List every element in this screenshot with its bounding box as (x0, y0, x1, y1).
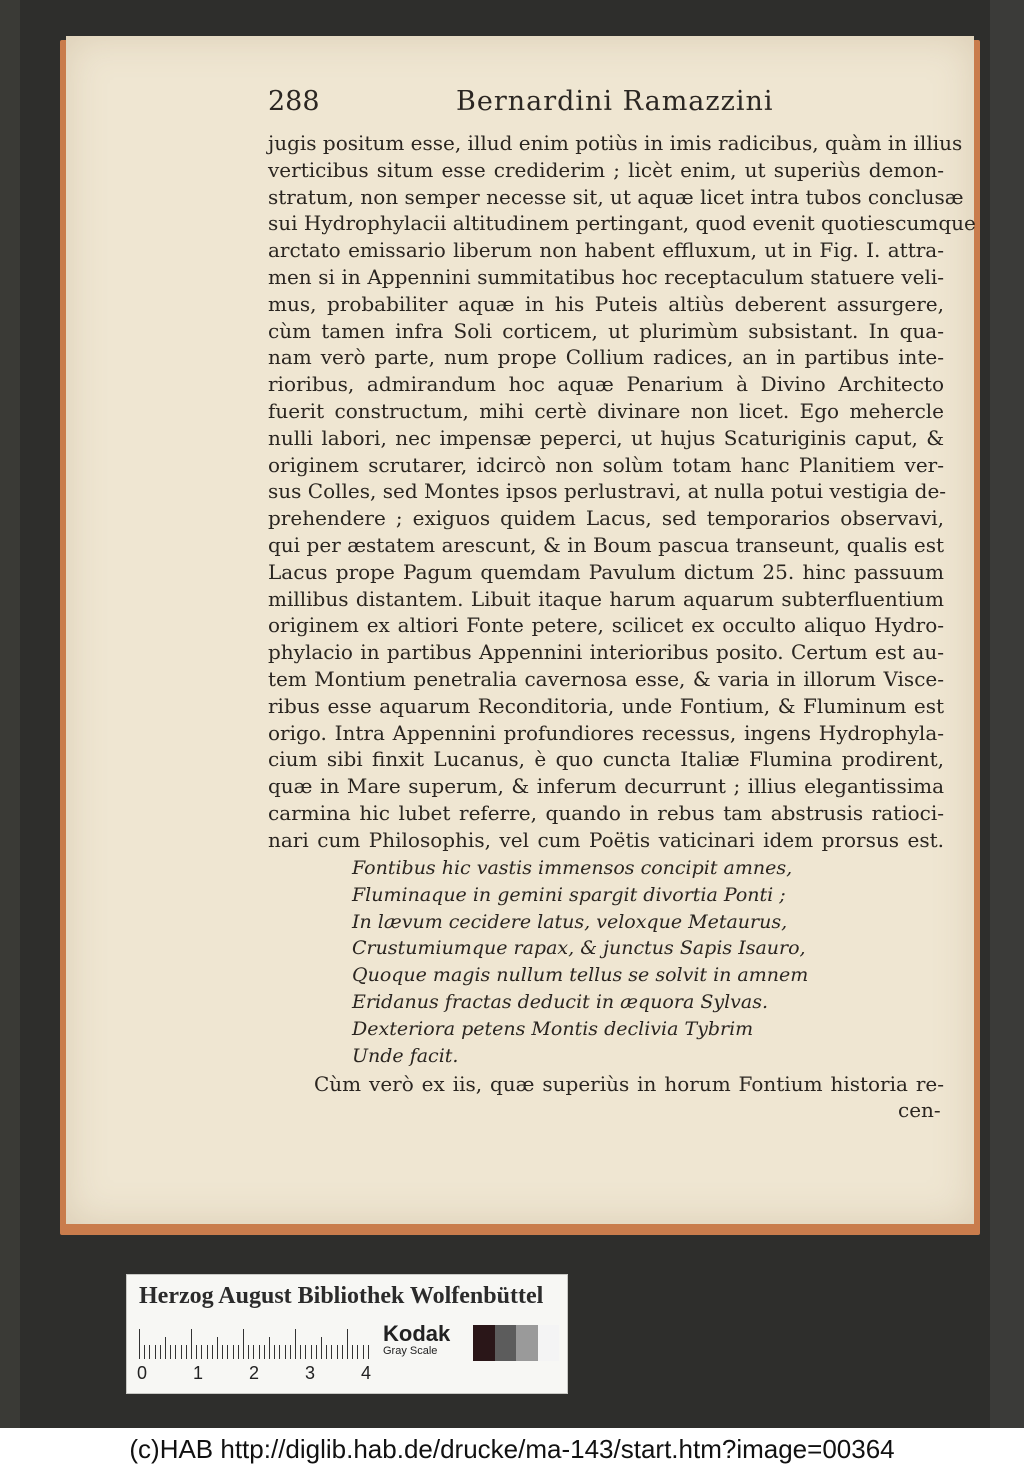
kodak-logo (383, 1323, 450, 1357)
kodak-brand: Kodak (383, 1321, 451, 1346)
text-line: nam verò parte, num prope Collium radices, an in partibus inte- (268, 345, 944, 370)
ruler-tick (264, 1345, 265, 1359)
ruler-tick (253, 1345, 254, 1359)
ruler-tick (165, 1337, 166, 1359)
ruler-tick (316, 1345, 317, 1359)
text-line: millibus distantem. Libuit itaque harum aquarum subterfluentium (268, 586, 944, 611)
ruler-tick (300, 1345, 301, 1359)
verse-line: Quoque magis nullum tellus se solvit in amnem (352, 964, 809, 987)
gray-scale-patches (473, 1325, 559, 1361)
gray-patch (495, 1325, 517, 1361)
ruler-tick (191, 1329, 192, 1359)
ruler-tick (368, 1345, 369, 1359)
text-line: origo. Intra Appennini profundiores recessus, ingens Hydrophyla- (268, 720, 944, 745)
ruler-tick (285, 1345, 286, 1359)
library-label (126, 1274, 568, 1394)
ruler-tick (290, 1345, 291, 1359)
ruler-tick (352, 1345, 353, 1359)
text-line: nari cum Philosophis, vel cum Poëtis vaticinari idem prorsus est. (268, 827, 944, 852)
text-line: sus Colles, sed Montes ipsos perlustravi, at nulla potui vestigia de- (268, 479, 947, 504)
text-line: carmina hic lubet referre, quando in rebus tam abstrusis ratioci- (268, 800, 944, 825)
ruler-tick (227, 1345, 228, 1359)
ruler-number: 1 (193, 1363, 204, 1383)
text-line: originem ex altiori Fonte petere, scilicet ex occulto aliquo Hydro- (268, 613, 944, 638)
book-edge-strip (990, 0, 1024, 1428)
text-line: prehendere ; exiguos quidem Lacus, sed temporarios observavi, (268, 506, 944, 531)
verse-line: Crustumiumque rapax, & junctus Sapis Isauro, (352, 937, 806, 960)
ruler-tick (222, 1345, 223, 1359)
text-line: qui per æstatem arescunt, & in Boum pascua transeunt, qualis est (268, 532, 944, 557)
text-line: Cùm verò ex iis, quæ superiùs in horum Fontium historia re- (314, 1072, 944, 1096)
ruler-tick (279, 1345, 280, 1359)
text-line: cium sibi finxit Lucanus, è quo cuncta Italiæ Flumina prodirent, (268, 747, 944, 772)
ruler-tick (269, 1337, 270, 1359)
ruler-number: 0 (137, 1363, 148, 1383)
ruler-tick (201, 1345, 202, 1359)
ruler-tick (295, 1329, 296, 1359)
ruler-number: 4 (361, 1363, 372, 1383)
ruler-tick (139, 1329, 140, 1359)
body-text (268, 130, 976, 854)
ruler-tick (196, 1345, 197, 1359)
footer-url[interactable]: (c)HAB http://diglib.hab.de/drucke/ma-143/start.htm?image=00364 (0, 1428, 1024, 1470)
text-line: jugis positum esse, illud enim potiùs in imis radicibus, quàm in illius (268, 131, 963, 155)
ruler-tick (305, 1345, 306, 1359)
ruler-tick (363, 1345, 364, 1359)
ruler-tick (326, 1345, 327, 1359)
library-name: Herzog August Bibliothek Wolfenbüttel (139, 1283, 544, 1309)
text-line: Lacus prope Pagum quemdam Pavulum dictum 25. hinc passuum (268, 559, 944, 584)
verse-line: Fontibus hic vastis immensos concipit amnes, (352, 857, 793, 879)
running-head: Bernardini Ramazzini (456, 86, 774, 117)
page-number: 288 (268, 86, 320, 117)
ruler-tick (186, 1345, 187, 1359)
gray-patch (538, 1325, 560, 1361)
text-line: arctato emissario liberum non habent effluxum, ut in Fig. I. attra- (268, 238, 944, 263)
ruler-tick (238, 1345, 239, 1359)
text-line: ribus esse aquarum Reconditoria, unde Fontium, & Fluminum est (268, 693, 944, 718)
ruler-tick (243, 1329, 244, 1359)
verse-line: In lævum cecidere latus, veloxque Metaurus, (352, 910, 788, 933)
closing-text (314, 1071, 944, 1098)
ruler-tick (233, 1345, 234, 1359)
ruler-tick (144, 1345, 145, 1359)
ruler-number: 3 (305, 1363, 316, 1383)
kodak-subtitle: Gray Scale (383, 1345, 438, 1357)
page-header (268, 86, 948, 126)
text-line: stratum, non semper necesse sit, ut aquæ licet intra tubos conclusæ (268, 184, 964, 209)
ruler-tick (274, 1345, 275, 1359)
ruler-tick (155, 1345, 156, 1359)
text-line: quæ in Mare superum, & inferum decurrunt ; illius elegantissima (268, 774, 944, 799)
gray-patch (473, 1325, 495, 1361)
ruler-tick (248, 1345, 249, 1359)
ruler-tick (217, 1337, 218, 1359)
ruler-tick (207, 1345, 208, 1359)
ruler (139, 1325, 379, 1359)
ruler-tick (212, 1345, 213, 1359)
ruler-tick (149, 1345, 150, 1359)
ruler-tick (259, 1345, 260, 1359)
ruler-tick (347, 1329, 348, 1359)
gray-patch (516, 1325, 538, 1361)
text-line: men si in Appennini summitatibus hoc receptaculum statuere veli- (268, 264, 944, 289)
ruler-tick (181, 1345, 182, 1359)
ruler-tick (342, 1345, 343, 1359)
ruler-tick (175, 1345, 176, 1359)
ruler-tick (321, 1337, 322, 1359)
text-line: cùm tamen infra Soli corticem, ut plurimùm subsistant. In qua- (268, 318, 944, 343)
text-line: phylacio in partibus Appennini interioribus posito. Certum est au- (268, 640, 944, 665)
ruler-tick (311, 1345, 312, 1359)
catchword: cen- (898, 1098, 941, 1122)
text-line: sui Hydrophylacii altitudinem pertingant, quod evenit quotiescumque (268, 211, 976, 236)
verse-line: Fluminaque in gemini spargit divortia Ponti ; (352, 883, 786, 906)
ruler-number: 2 (249, 1363, 260, 1383)
ruler-tick (357, 1345, 358, 1359)
verse-line: Unde facit. (352, 1044, 459, 1067)
ruler-tick (331, 1345, 332, 1359)
verse-line: Dexteriora petens Montis declivia Tybrim (352, 1017, 754, 1040)
text-line: nulli labori, nec impensæ peperci, ut hujus Scaturiginis caput, & (268, 425, 944, 450)
text-line: mus, probabiliter aquæ in his Puteis altiùs deberent assurgere, (268, 291, 944, 316)
ruler-numbers (137, 1363, 377, 1385)
verse-line: Eridanus fractas deducit in æquora Sylvas. (352, 990, 768, 1013)
text-line: verticibus situm esse crediderim ; licèt enim, ut superiùs demon- (268, 157, 944, 182)
ruler-tick (160, 1345, 161, 1359)
ruler-tick (337, 1345, 338, 1359)
text-line: tem Montium penetralia cavernosa esse, & varia in illorum Visce- (268, 666, 944, 691)
ruler-tick (170, 1345, 171, 1359)
verse-quotation (352, 855, 822, 1069)
text-line: rioribus, admirandum hoc aquæ Penarium à Divino Architecto (268, 372, 944, 397)
text-line: fuerit constructum, mihi certè divinare non licet. Ego mehercle (268, 398, 944, 423)
text-line: originem scrutarer, idcircò non solùm totam hanc Planitiem ver- (268, 452, 944, 477)
